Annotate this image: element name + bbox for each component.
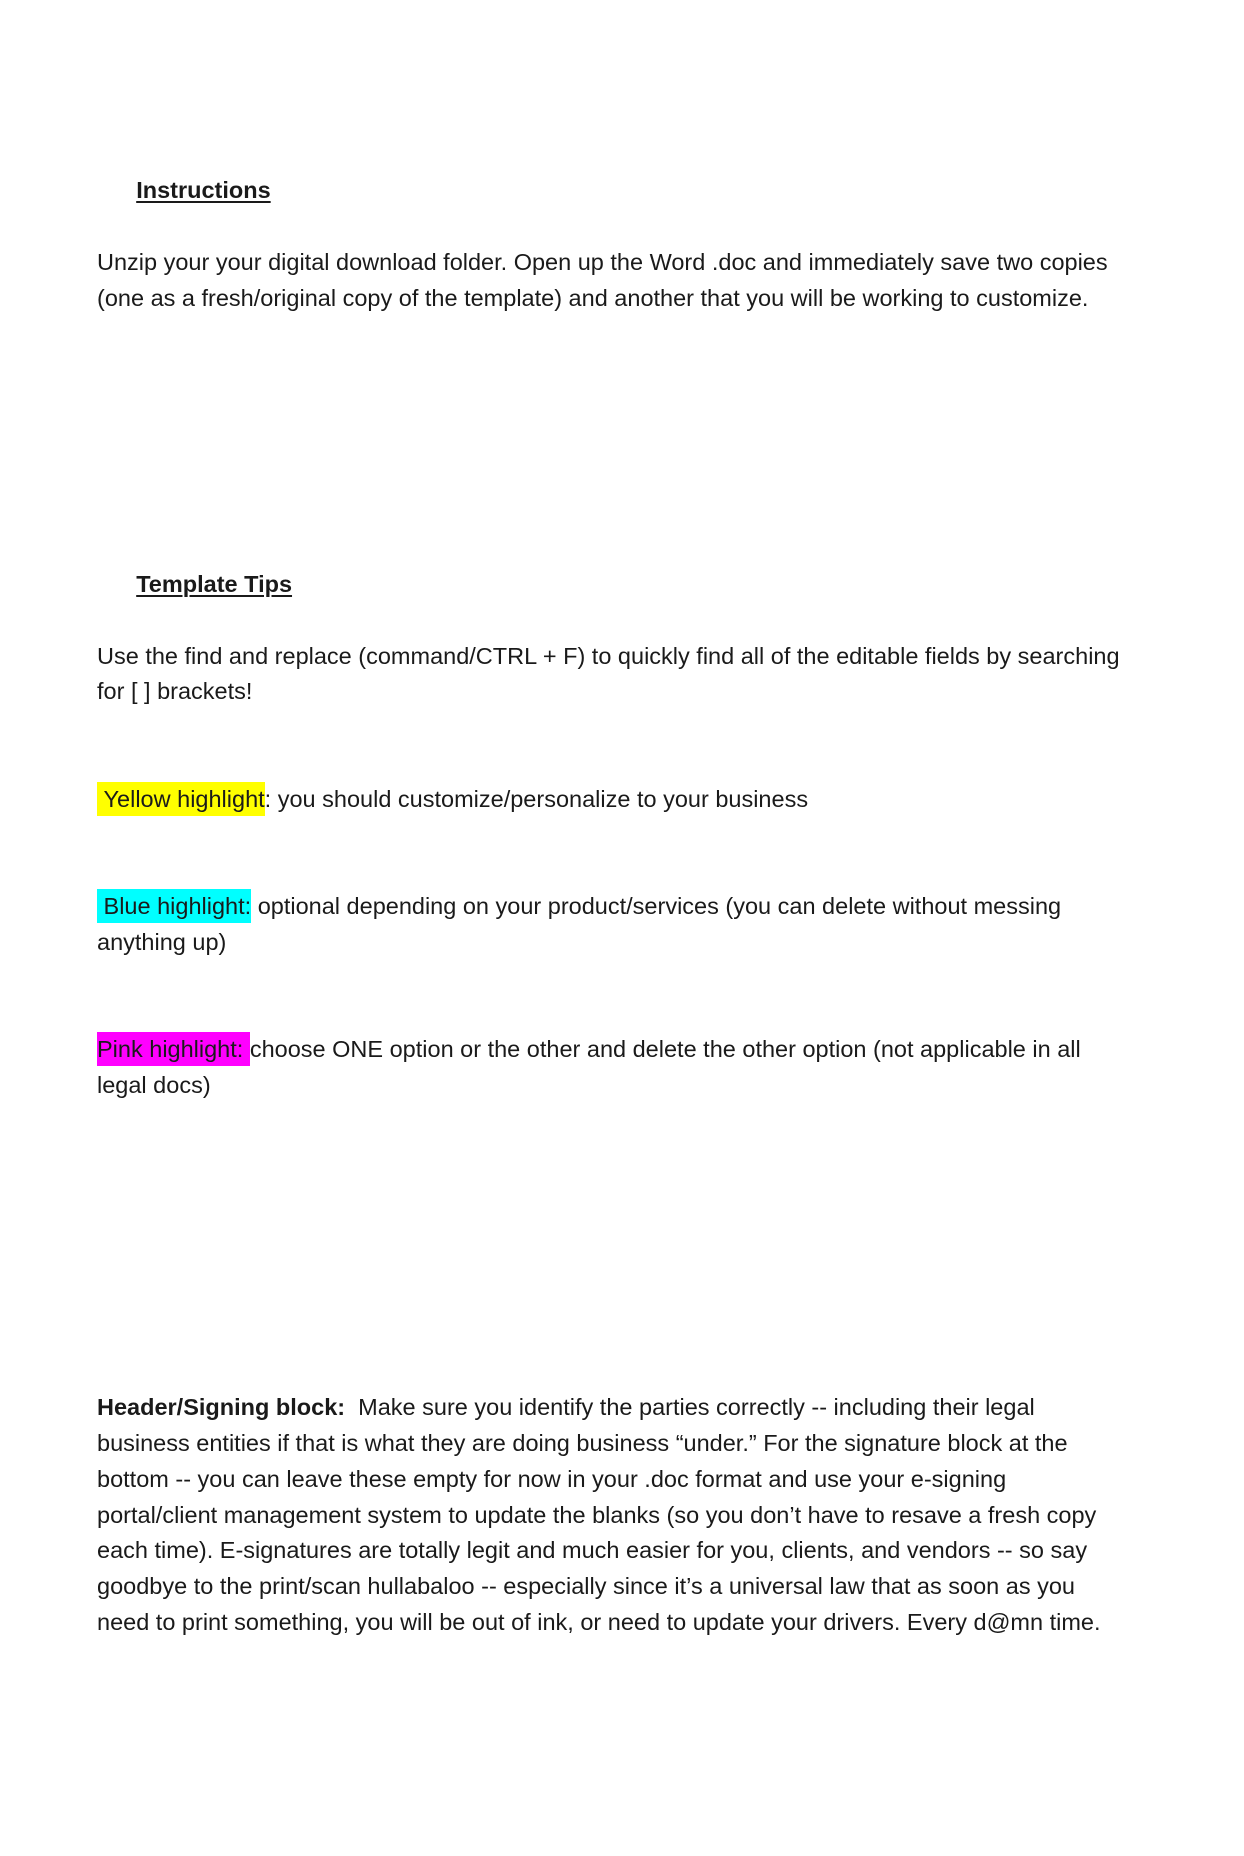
document-body <box>97 30 1132 1856</box>
yellow-highlight-line <box>97 782 1132 818</box>
section-template-tips <box>97 531 1132 1175</box>
pink-highlight-line <box>97 1032 1132 1104</box>
header-signing-label: Header/Signing block: <box>97 1394 346 1421</box>
section-instructions <box>97 137 1132 388</box>
section-header-signing <box>97 1319 1132 1713</box>
yellow-highlight-label: Yellow highlight <box>97 782 265 816</box>
pink-highlight-description: choose ONE option or the other and delete the other option (not applicable in all legal docs) <box>97 1036 1088 1099</box>
instructions-paragraph: Unzip your your digital download folder. Open up the Word .doc and immediately save two copies (one as a fresh/original copy of the template) and another that you will be working to customize. <box>97 248 1115 311</box>
instructions-heading: Instructions <box>136 177 271 204</box>
template-tips-intro: Use the find and replace (command/CTRL + F) to quickly find all of the editable fields by searching for [ ] brackets! <box>97 642 1127 705</box>
blue-highlight-line <box>97 889 1132 961</box>
template-tips-heading: Template Tips <box>136 570 293 597</box>
blue-highlight-label: Blue highlight: <box>97 889 251 923</box>
blue-highlight-description: optional depending on your product/services (you can delete without messing anything up) <box>97 893 1068 955</box>
yellow-highlight-description: : you should customize/personalize to your business <box>264 785 809 812</box>
pink-highlight-label: Pink highlight: <box>97 1032 250 1066</box>
header-signing-paragraph <box>97 1390 1132 1641</box>
header-signing-body: Make sure you identify the parties correctly -- including their legal business entities if that is what they are doing business “under.” For the signature block at the bottom -- you can leave these empty for now in your .doc format and use your e-signing portal/client management system to update the blanks (so you don’t have to resave a fresh copy each time). E-signatures are totally legit and much easier for you, clients, and vendors -- so say goodbye to the print/scan hullabaloo -- especially since it’s a universal law that as soon as you need to print something, you will be out of ink, or need to update your drivers. Every d@mn time. <box>97 1394 1103 1636</box>
